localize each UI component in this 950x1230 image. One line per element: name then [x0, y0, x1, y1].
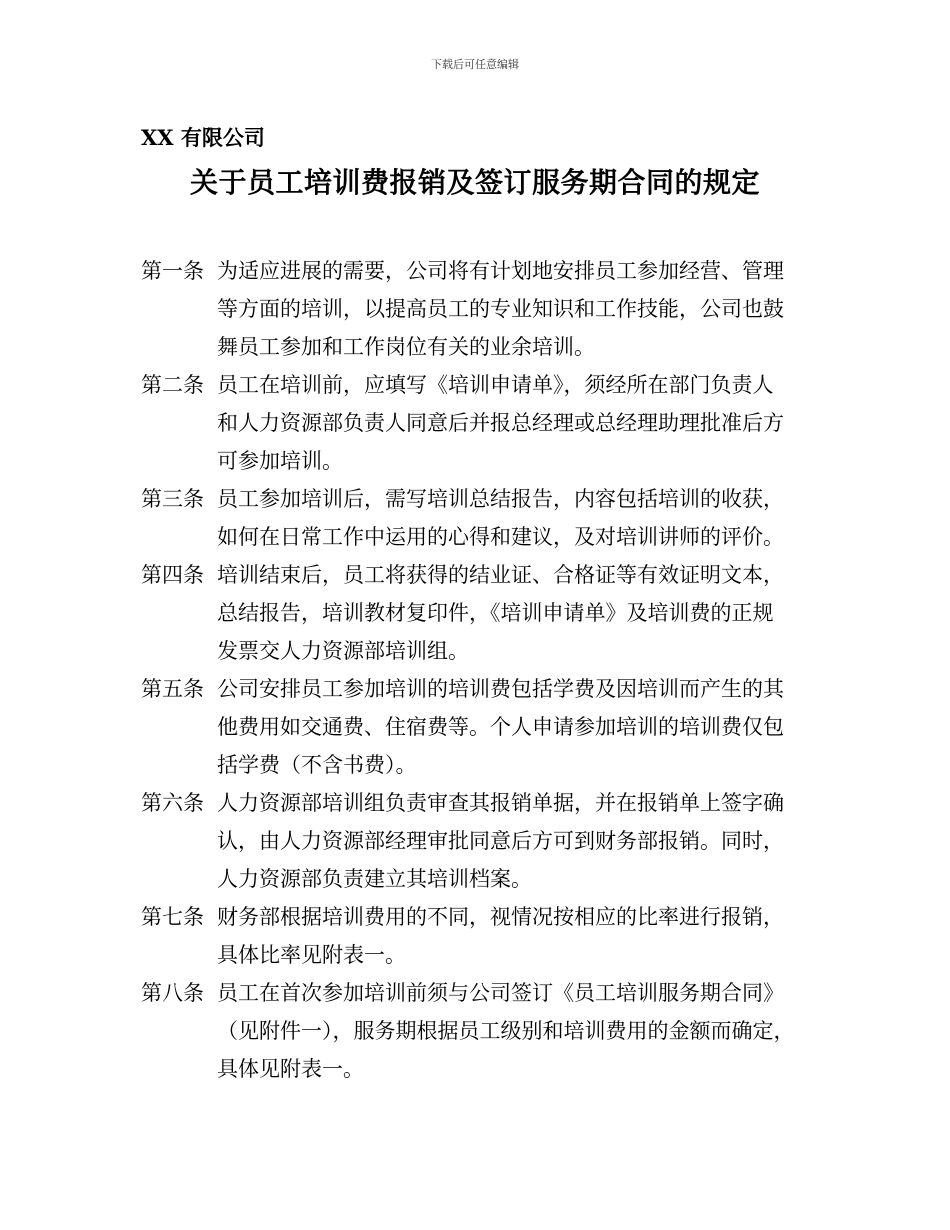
article-line: 人力资源部培训组负责审查其报销单据，并在报销单上签字确 [217, 791, 784, 815]
article-line: 员工在培训前，应填写《培训申请单》，须经所在部门负责人 [217, 373, 774, 397]
page-header: 下载后可任意编辑 [431, 58, 519, 71]
article-line: 和人力资源部负责人同意后并报总经理或总经理助理批准后方 [217, 411, 784, 435]
article-number: 第六条 [141, 791, 204, 815]
article-line: 舞员工参加和工作岗位有关的业余培训。 [217, 335, 595, 359]
article-line: 具体比率见附表一。 [217, 943, 406, 967]
document-title: 关于员工培训费报销及签订服务期合同的规定 [189, 166, 760, 199]
article-line: 总结报告，培训教材复印件，《培训申请单》及培训费的正规 [217, 601, 774, 625]
article-8 [141, 974, 821, 1088]
article-line: 具体见附表一。 [217, 1057, 364, 1081]
article-body [217, 784, 821, 898]
article-line: 等方面的培训，以提高员工的专业知识和工作技能，公司也鼓 [217, 297, 784, 321]
article-body [217, 670, 821, 784]
article-number: 第八条 [141, 981, 204, 1005]
article-number: 第四条 [141, 563, 204, 587]
article-7 [141, 898, 821, 974]
article-6 [141, 784, 821, 898]
article-4 [141, 556, 821, 670]
article-number: 第七条 [141, 905, 204, 929]
article-body [217, 480, 821, 556]
article-3 [141, 480, 821, 556]
article-line: 他费用如交通费、住宿费等。个人申请参加培训的培训费仅包 [217, 715, 784, 739]
article-line: 为适应进展的需要，公司将有计划地安排员工参加经营、管理 [217, 259, 784, 283]
article-line: （见附件一），服务期根据员工级别和培训费用的金额而确定， [217, 1019, 795, 1043]
articles-list [141, 252, 821, 1088]
article-line: 人力资源部负责建立其培训档案。 [217, 867, 532, 891]
article-body [217, 556, 821, 670]
article-number: 第二条 [141, 373, 204, 397]
article-body [217, 252, 821, 366]
article-body [217, 898, 821, 974]
company-name: XX 有限公司 [141, 125, 265, 150]
article-5 [141, 670, 821, 784]
article-line: 可参加培训。 [217, 449, 343, 473]
article-number: 第三条 [141, 487, 204, 511]
article-body [217, 974, 821, 1088]
article-line: 公司安排员工参加培训的培训费包括学费及因培训而产生的其 [217, 677, 784, 701]
article-line: 如何在日常工作中运用的心得和建议，及对培训讲师的评价。 [217, 525, 784, 549]
article-line: 培训结束后，员工将获得的结业证、合格证等有效证明文本， [217, 563, 784, 587]
article-line: 财务部根据培训费用的不同，视情况按相应的比率进行报销， [217, 905, 784, 929]
article-number: 第五条 [141, 677, 204, 701]
article-line: 发票交人力资源部培训组。 [217, 639, 469, 663]
article-body [217, 366, 821, 480]
article-line: 员工参加培训后，需写培训总结报告，内容包括培训的收获， [217, 487, 784, 511]
article-1 [141, 252, 821, 366]
article-line: 员工在首次参加培训前须与公司签订《员工培训服务期合同》 [217, 981, 784, 1005]
article-number: 第一条 [141, 259, 204, 283]
article-2 [141, 366, 821, 480]
article-line: 认，由人力资源部经理审批同意后方可到财务部报销。同时， [217, 829, 784, 853]
article-line: 括学费（不含书费）。 [217, 753, 417, 777]
